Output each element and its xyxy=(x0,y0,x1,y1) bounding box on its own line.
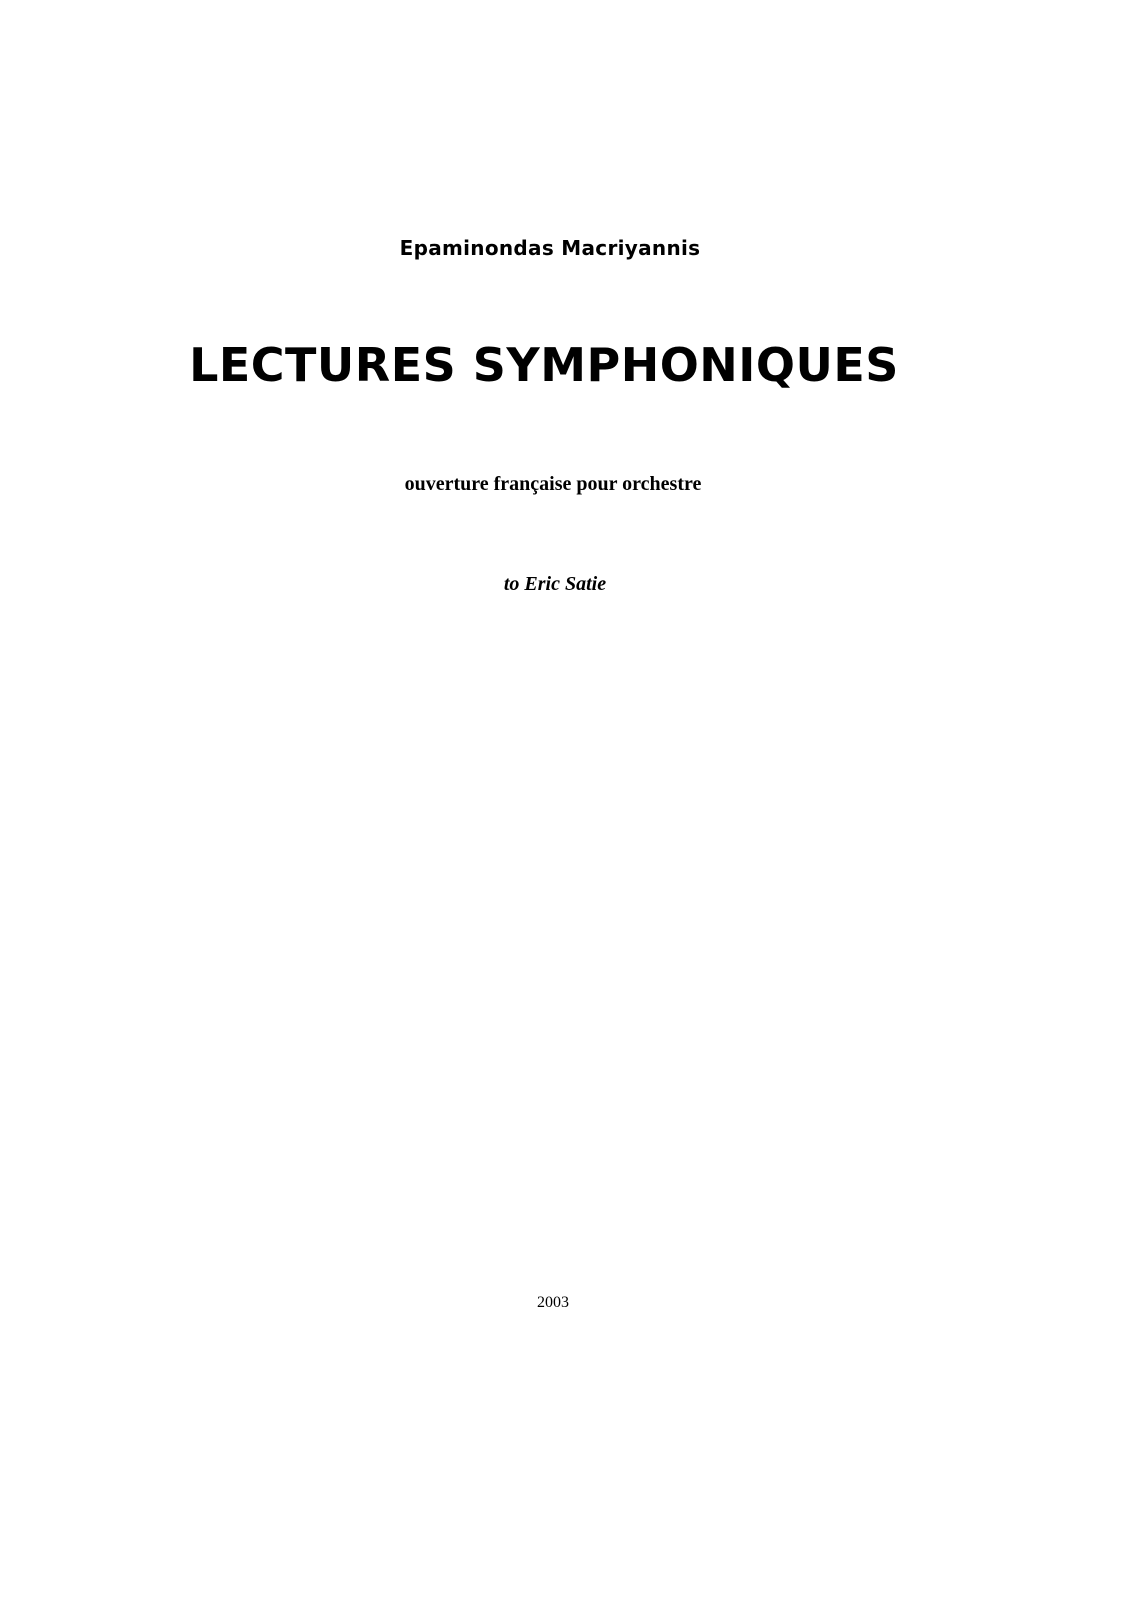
composition-year: 2003 xyxy=(537,1294,569,1311)
work-subtitle: ouverture française pour orchestre xyxy=(404,473,702,495)
work-title: LECTURES SYMPHONIQUES xyxy=(189,338,899,392)
dedication: to Eric Satie xyxy=(503,573,607,595)
composer-name: Epaminondas Macriyannis xyxy=(399,236,701,260)
